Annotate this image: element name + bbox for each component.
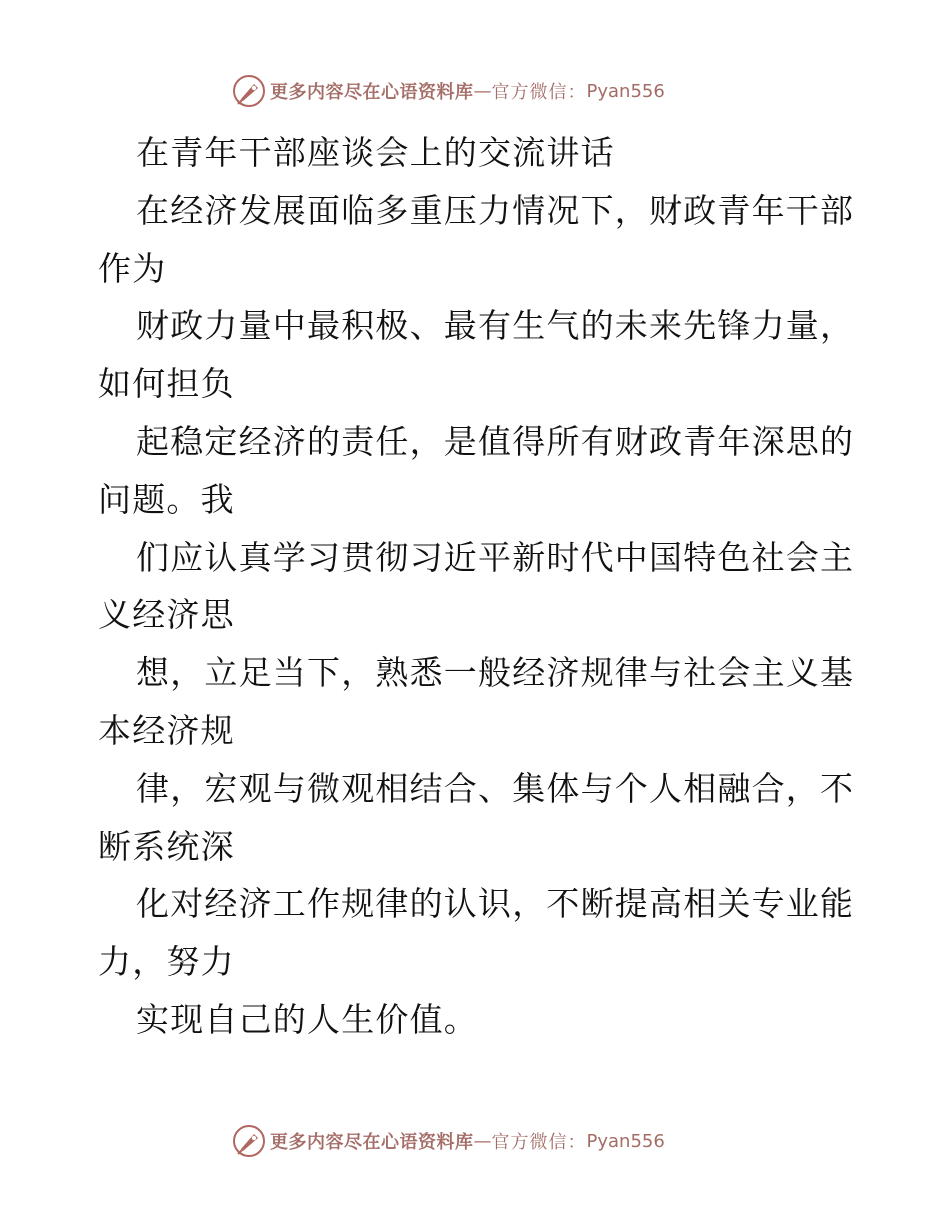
- paragraph-line: 律，宏观与微观相结合、集体与个人相融合，不: [136, 768, 855, 808]
- watermark-main-text: 更多内容尽在心语资料库: [270, 1132, 474, 1153]
- paragraph-line: 在经济发展面临多重压力情况下，财政青年干部: [136, 190, 855, 230]
- document-body: [98, 124, 858, 1049]
- paragraph-line: 们应认真学习贯彻习近平新时代中国特色社会主: [136, 537, 855, 577]
- paragraph-line: 财政力量中最积极、最有生气的未来先锋力量，: [136, 306, 855, 346]
- paragraph-line: 想，立足当下，熟悉一般经济规律与社会主义基: [136, 653, 855, 693]
- paragraph-line: 如何担负: [98, 364, 235, 404]
- paragraph-line: 作为: [98, 248, 167, 288]
- paragraph-line: 化对经济工作规律的认识，不断提高相关专业能: [136, 884, 855, 924]
- fountain-pen-nib-icon: [232, 74, 266, 108]
- header-watermark: [232, 71, 665, 111]
- document-title: 在青年干部座谈会上的交流讲话: [136, 133, 615, 172]
- paragraph-line: 力，努力: [98, 942, 235, 982]
- paragraph-line: 问题。我: [98, 479, 235, 519]
- watermark-separator: —: [473, 80, 492, 102]
- fountain-pen-nib-icon: [232, 1124, 266, 1158]
- paragraph-line: 本经济规: [98, 710, 235, 750]
- watermark-wechat-label: 官方微信：: [491, 1132, 587, 1153]
- watermark-wechat-label: 官方微信：: [491, 82, 587, 103]
- watermark-wechat-id: Pyan556: [586, 80, 665, 102]
- paragraph-line: 义经济思: [98, 595, 235, 635]
- paragraph-line: 起稳定经济的责任，是值得所有财政青年深思的: [136, 421, 855, 461]
- watermark-wechat-id: Pyan556: [586, 1130, 665, 1152]
- watermark-main-text: 更多内容尽在心语资料库: [270, 82, 474, 103]
- paragraph-line: 实现自己的人生价值。: [136, 999, 478, 1039]
- footer-watermark: [232, 1121, 665, 1161]
- watermark-separator: —: [473, 1130, 492, 1152]
- paragraph-line: 断系统深: [98, 826, 235, 866]
